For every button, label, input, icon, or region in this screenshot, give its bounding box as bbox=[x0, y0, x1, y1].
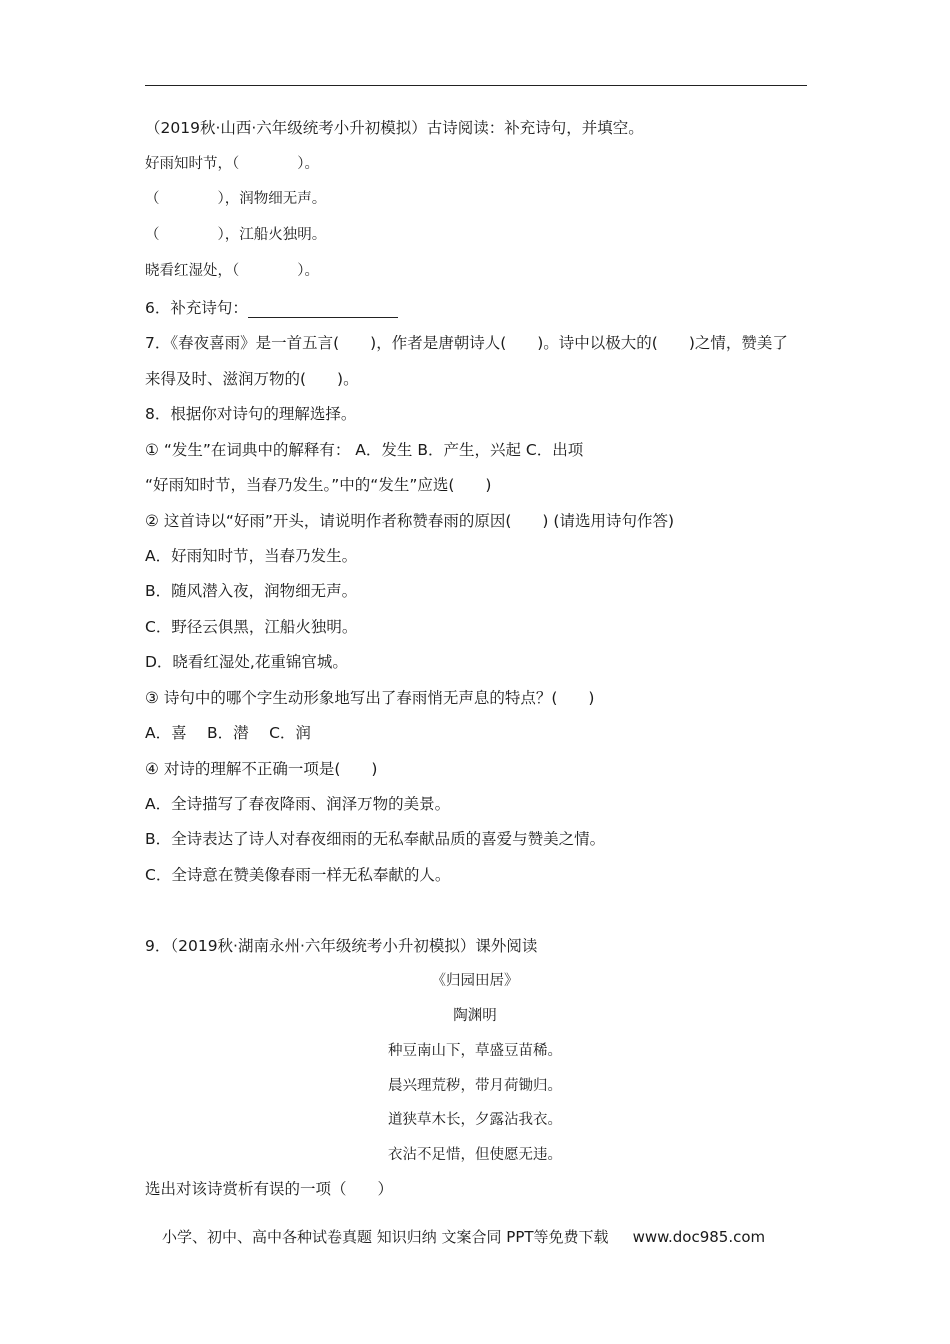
poem-fill-line-2: （ ），润物细无声。 bbox=[145, 191, 327, 207]
question-6 bbox=[145, 298, 398, 318]
option-8-4-b: B．全诗表达了诗人对春夜细雨的无私奉献品质的喜爱与赞美之情。 bbox=[145, 830, 606, 848]
option-8-4-c: C．全诗意在赞美像春雨一样无私奉献的人。 bbox=[145, 866, 451, 884]
question-8-3: ③ 诗句中的哪个字生动形象地写出了春雨悄无声息的特点？( ) bbox=[145, 689, 595, 707]
poem-fill-line-3: （ ），江船火独明。 bbox=[145, 227, 327, 243]
answer-blank[interactable] bbox=[248, 302, 398, 318]
question-7-line-1: 7．《春夜喜雨》是一首五言( )，作者是唐朝诗人( )。诗中以极大的( )之情，赞美了 bbox=[145, 334, 788, 352]
poem-author: 陶渊明 bbox=[453, 1008, 497, 1024]
option-8-2-b: B．随风潜入夜，润物细无声。 bbox=[145, 582, 358, 600]
header-rule bbox=[145, 85, 807, 86]
question-6-text: 6．补充诗句： bbox=[145, 299, 248, 317]
option-8-2-a: A．好雨知时节，当春乃发生。 bbox=[145, 547, 358, 565]
footer-url[interactable]: www.doc985.com bbox=[632, 1228, 766, 1246]
footer-text: 小学、初中、高中各种试卷真题 知识归纳 文案合同 PPT等免费下载 bbox=[162, 1228, 609, 1246]
poem-title: 《归园田居》 bbox=[431, 973, 519, 989]
poem-fill-line-4: 晓看红湿处，（ ）。 bbox=[145, 263, 319, 279]
poem-line-1: 种豆南山下，草盛豆苗稀。 bbox=[388, 1043, 562, 1059]
question-8-1a: ① “发生”在词典中的解释有： A．发生 B．产生，兴起 C．出项 bbox=[145, 441, 584, 459]
poem-fill-line-1: 好雨知时节，（ ）。 bbox=[145, 156, 319, 172]
question-8-4: ④ 对诗的理解不正确一项是( ) bbox=[145, 760, 378, 778]
poem-line-2: 晨兴理荒秽，带月荷锄归。 bbox=[388, 1078, 562, 1094]
question-9: 9．（2019秋·湖南永州·六年级统考小升初模拟）课外阅读 bbox=[145, 937, 538, 955]
question-9-ask: 选出对该诗赏析有误的一项（ ） bbox=[145, 1180, 394, 1198]
question-8: 8．根据你对诗句的理解选择。 bbox=[145, 405, 357, 423]
question-intro: （2019秋·山西·六年级统考小升初模拟）古诗阅读：补充诗句，并填空。 bbox=[145, 119, 644, 137]
question-8-1b: “好雨知时节，当春乃发生。”中的“发生”应选( ) bbox=[145, 476, 492, 494]
page-footer bbox=[162, 1227, 765, 1247]
option-8-4-a: A．全诗描写了春夜降雨、润泽万物的美景。 bbox=[145, 795, 451, 813]
question-7-line-2: 来得及时、滋润万物的( )。 bbox=[145, 370, 359, 388]
question-8-2: ② 这首诗以“好雨”开头，请说明作者称赞春雨的原因( ) (请选用诗句作答) bbox=[145, 512, 675, 530]
option-8-2-d: D．晓看红湿处,花重锦官城。 bbox=[145, 653, 348, 671]
option-8-2-c: C．野径云俱黑，江船火独明。 bbox=[145, 618, 358, 636]
options-8-3: A．喜 B．潜 C．润 bbox=[145, 724, 311, 742]
poem-line-3: 道狭草木长，夕露沾我衣。 bbox=[388, 1112, 562, 1128]
poem-line-4: 衣沾不足惜，但使愿无违。 bbox=[388, 1147, 562, 1163]
